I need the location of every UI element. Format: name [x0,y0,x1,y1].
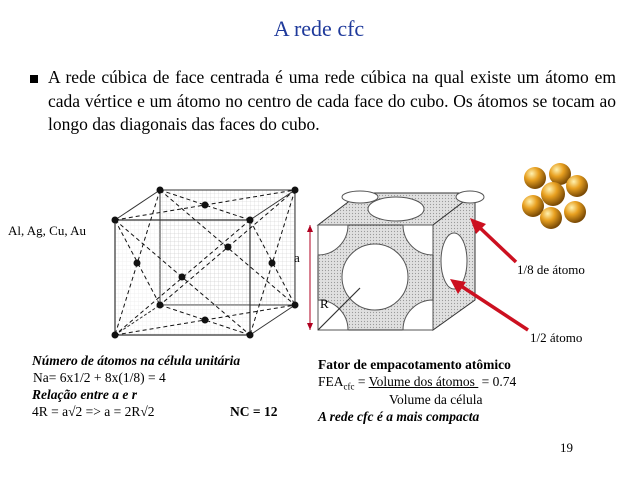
relation-title: Relação entre a e r [32,387,137,402]
label-half-atom: 1/2 átomo [530,330,583,345]
packing-factor-title: Fator de empacotamento atômico [318,357,511,372]
fea-prefix: FEA [318,374,344,389]
label-r: R [320,296,329,311]
label-a: a [294,250,300,265]
packing-value: = 0.74 [478,374,517,389]
fraction-numerator: Volume dos átomos [368,374,479,389]
coordination-number: NC = 12 [230,404,278,419]
metals-label: Al, Ag, Cu, Au [8,223,87,238]
slide-title: A rede cfc [273,16,365,41]
packing-factor-equation [318,374,516,392]
description-paragraph: A rede cúbica de face centrada é uma rede cúbica na qual existe um átomo em cada vértice e um átomo no centro de cada face do cubo. Os átomos se tocam ao longo das diagonais das faces do cubo. [48,67,616,134]
atoms-count-equation: Na= 6x1/2 + 8x(1/8) = 4 [33,370,166,385]
page-number: 19 [560,440,573,455]
packing-conclusion: A rede cfc é a mais compacta [318,409,480,424]
label-eighth-atom: 1/8 de átomo [517,262,585,277]
atoms-count-title: Número de átomos na célula unitária [32,353,241,368]
relation-equation: 4R = a√2 => a = 2R√2 [32,404,155,419]
equals-sign: = [354,374,369,389]
fea-subscript: cfc [343,381,355,392]
fraction-denominator: Volume da célula [389,392,483,407]
